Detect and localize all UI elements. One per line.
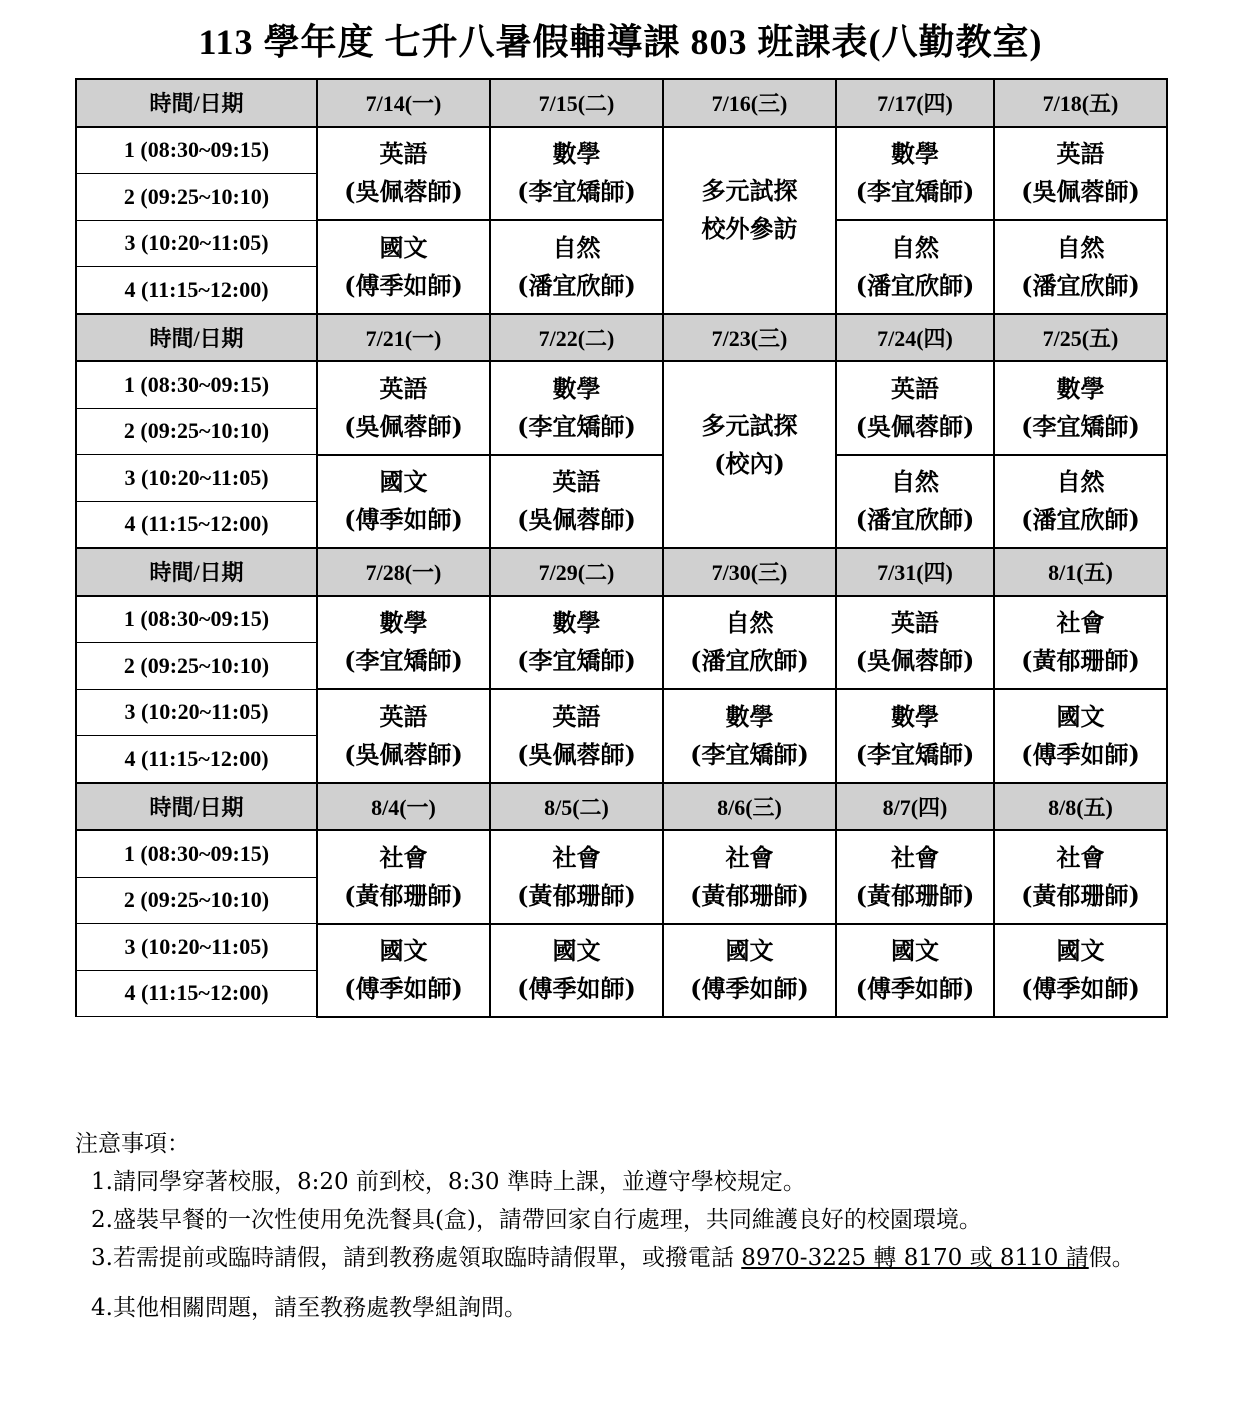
subject: 數學 (725, 701, 774, 731)
class-cell (490, 220, 663, 314)
teacher: (李宜矯師) (517, 177, 636, 207)
subject: 多元試探 (701, 176, 798, 205)
teacher: (黃郁珊師) (690, 880, 809, 910)
class-cell (663, 830, 836, 924)
subject: 英語 (379, 139, 428, 169)
teacher: (潘宜欣師) (855, 505, 975, 535)
time-date-header: 時間/日期 (76, 79, 317, 127)
teacher: (黃郁珊師) (855, 880, 975, 910)
subject: 數學 (552, 139, 601, 169)
class-cell (317, 361, 490, 455)
subject: 英語 (552, 467, 601, 497)
note-text: 假。 (1088, 1245, 1135, 1271)
class-cell (490, 127, 663, 221)
subject: 國文 (379, 232, 428, 262)
notes-section (75, 1125, 1155, 1327)
class-cell (994, 455, 1167, 549)
week-header-row (76, 314, 1167, 362)
week-header-row (76, 783, 1167, 831)
date-header: 8/6(三) (663, 783, 836, 831)
teacher: (吳佩蓉師) (344, 177, 463, 207)
date-header: 7/31(四) (836, 548, 994, 596)
period-label: 2 (09:25~10:10) (76, 643, 317, 690)
teacher: (李宜矯師) (1021, 411, 1140, 441)
date-header: 7/25(五) (994, 314, 1167, 362)
subject: 數學 (891, 701, 939, 731)
teacher: (潘宜欣師) (517, 270, 636, 300)
class-cell (994, 361, 1167, 455)
page-title: 113 學年度 七升八暑假輔導課 803 班課表(八勤教室) (198, 22, 1043, 62)
schedule-table (75, 78, 1168, 1018)
date-header: 7/22(二) (490, 314, 663, 362)
date-header: 7/16(三) (663, 79, 836, 127)
class-cell (836, 127, 994, 221)
teacher: (黃郁珊師) (1021, 880, 1140, 910)
class-cell (994, 127, 1167, 221)
teacher: (吳佩蓉師) (344, 411, 463, 441)
date-header: 7/29(二) (490, 548, 663, 596)
class-cell (836, 455, 994, 549)
teacher: (李宜矯師) (690, 739, 809, 769)
date-header: 7/23(三) (663, 314, 836, 362)
subject: 多元試探 (701, 410, 798, 440)
teacher: (李宜矯師) (517, 411, 636, 441)
subject: 英語 (552, 701, 601, 731)
class-cell (317, 689, 490, 783)
teacher: (吳佩蓉師) (855, 646, 975, 676)
subject: 社會 (1056, 608, 1105, 638)
date-header: 8/4(一) (317, 783, 490, 831)
class-cell (490, 596, 663, 690)
class-cell (994, 924, 1167, 1017)
teacher: (傅季如師) (1021, 974, 1140, 1003)
class-cell (317, 455, 490, 549)
period-label: 4 (11:15~12:00) (76, 267, 317, 314)
subject: 英語 (891, 608, 939, 638)
date-header: 7/14(一) (317, 79, 490, 127)
subject: 社會 (1056, 842, 1105, 872)
teacher: (傅季如師) (344, 505, 463, 535)
teacher: (李宜矯師) (517, 646, 636, 676)
note-item: 1.請同學穿著校服，8:20 前到校，8:30 準時上課，並遵守學校規定。 (91, 1169, 806, 1195)
period-label: 1 (08:30~09:15) (76, 361, 317, 408)
subject: 數學 (379, 608, 428, 638)
teacher: (潘宜欣師) (855, 270, 975, 300)
subject: 國文 (891, 936, 939, 965)
subject: 國文 (379, 936, 428, 965)
teacher: (吳佩蓉師) (344, 739, 463, 769)
phone-number: 8970-3225 轉 8170 或 8110 請 (741, 1245, 1089, 1271)
subject: 數學 (1056, 373, 1105, 403)
class-cell (836, 220, 994, 314)
teacher: (李宜矯師) (344, 646, 463, 676)
class-cell (317, 830, 490, 924)
subject: 國文 (725, 936, 774, 965)
week-header-row (76, 548, 1167, 596)
date-header: 7/24(四) (836, 314, 994, 362)
period-label: 4 (11:15~12:00) (76, 970, 317, 1017)
period-label: 4 (11:15~12:00) (76, 736, 317, 783)
time-date-header: 時間/日期 (76, 314, 317, 362)
note-text: 3.若需提前或臨時請假，請到教務處領取臨時請假單，或撥電話 (91, 1245, 742, 1271)
date-header: 8/8(五) (994, 783, 1167, 831)
activity-cell (663, 361, 836, 548)
date-header: 7/30(三) (663, 548, 836, 596)
subject: 數學 (891, 139, 939, 169)
subject: 數學 (552, 608, 601, 638)
teacher: (黃郁珊師) (1021, 646, 1140, 676)
date-header: 7/18(五) (994, 79, 1167, 127)
class-cell (836, 689, 994, 783)
notes-heading: 注意事項： (75, 1131, 190, 1157)
teacher: (傅季如師) (855, 974, 975, 1003)
class-cell (317, 924, 490, 1017)
subject: 自然 (1056, 232, 1105, 262)
class-cell (994, 830, 1167, 924)
subject: 國文 (1056, 701, 1105, 731)
subject: 社會 (379, 842, 428, 872)
class-cell (490, 830, 663, 924)
class-cell (994, 596, 1167, 690)
period-label: 2 (09:25~10:10) (76, 877, 317, 924)
period-label: 3 (10:20~11:05) (76, 220, 317, 267)
date-header: 8/1(五) (994, 548, 1167, 596)
class-cell (663, 924, 836, 1017)
teacher: (李宜矯師) (855, 177, 975, 207)
subject: 英語 (379, 373, 428, 403)
class-cell (663, 689, 836, 783)
activity-cell (663, 127, 836, 314)
subject: 社會 (891, 842, 939, 872)
subject: 英語 (379, 701, 428, 731)
date-header: 8/5(二) (490, 783, 663, 831)
class-cell (490, 924, 663, 1017)
period-label: 2 (09:25~10:10) (76, 174, 317, 221)
teacher: (傅季如師) (517, 974, 636, 1003)
subject: 數學 (552, 373, 601, 403)
class-cell (490, 689, 663, 783)
date-header: 7/28(一) (317, 548, 490, 596)
period-label: 4 (11:15~12:00) (76, 501, 317, 548)
date-header: 7/21(一) (317, 314, 490, 362)
time-date-header: 時間/日期 (76, 783, 317, 831)
class-cell (663, 596, 836, 690)
subject: 國文 (379, 467, 428, 497)
subject: 社會 (552, 842, 601, 872)
class-cell (994, 689, 1167, 783)
teacher: (吳佩蓉師) (1021, 177, 1140, 207)
note-item: 2.盛裝早餐的一次性使用免洗餐具(盒)，請帶回家自行處理，共同維護良好的校園環境。 (91, 1207, 982, 1233)
class-cell (490, 455, 663, 549)
date-header: 8/7(四) (836, 783, 994, 831)
teacher: (潘宜欣師) (1021, 505, 1140, 535)
class-cell (317, 127, 490, 221)
subject: 國文 (1056, 936, 1105, 965)
subject: 英語 (891, 373, 939, 403)
period-label: 3 (10:20~11:05) (76, 455, 317, 502)
class-cell (317, 220, 490, 314)
teacher: (傅季如師) (1021, 739, 1140, 769)
week-header-row (76, 79, 1167, 127)
subject: 自然 (891, 467, 939, 497)
period-label: 1 (08:30~09:15) (76, 127, 317, 174)
teacher: (吳佩蓉師) (517, 505, 636, 535)
note-item: 4.其他相關問題，請至教務處教學組詢問。 (91, 1295, 527, 1321)
subject: 自然 (552, 232, 601, 262)
class-cell (836, 830, 994, 924)
teacher: (吳佩蓉師) (517, 739, 636, 769)
teacher: (傅季如師) (344, 270, 463, 300)
note-item (75, 1239, 1155, 1277)
teacher: (傅季如師) (690, 974, 809, 1003)
teacher: (吳佩蓉師) (855, 411, 975, 441)
subject: 社會 (725, 842, 774, 872)
subject: 自然 (725, 608, 774, 638)
class-cell (490, 361, 663, 455)
subject: 英語 (1056, 139, 1105, 169)
teacher: (李宜矯師) (855, 739, 975, 769)
subject: 國文 (552, 936, 601, 965)
class-cell (836, 361, 994, 455)
class-cell (994, 220, 1167, 314)
date-header: 7/17(四) (836, 79, 994, 127)
time-date-header: 時間/日期 (76, 548, 317, 596)
class-cell (836, 596, 994, 690)
class-cell (317, 596, 490, 690)
teacher: (黃郁珊師) (344, 880, 463, 910)
period-label: 3 (10:20~11:05) (76, 924, 317, 971)
period-label: 1 (08:30~09:15) (76, 830, 317, 877)
date-header: 7/15(二) (490, 79, 663, 127)
period-label: 3 (10:20~11:05) (76, 689, 317, 736)
subject: 自然 (891, 232, 939, 262)
class-cell (836, 924, 994, 1017)
teacher: (潘宜欣師) (1021, 270, 1140, 300)
teacher: (黃郁珊師) (517, 880, 636, 910)
period-label: 2 (09:25~10:10) (76, 408, 317, 455)
subject: 自然 (1056, 467, 1105, 497)
activity-detail: (校內) (714, 448, 785, 478)
teacher: (潘宜欣師) (690, 646, 809, 676)
teacher: (傅季如師) (344, 974, 463, 1003)
period-label: 1 (08:30~09:15) (76, 596, 317, 643)
activity-detail: 校外參訪 (701, 214, 798, 243)
